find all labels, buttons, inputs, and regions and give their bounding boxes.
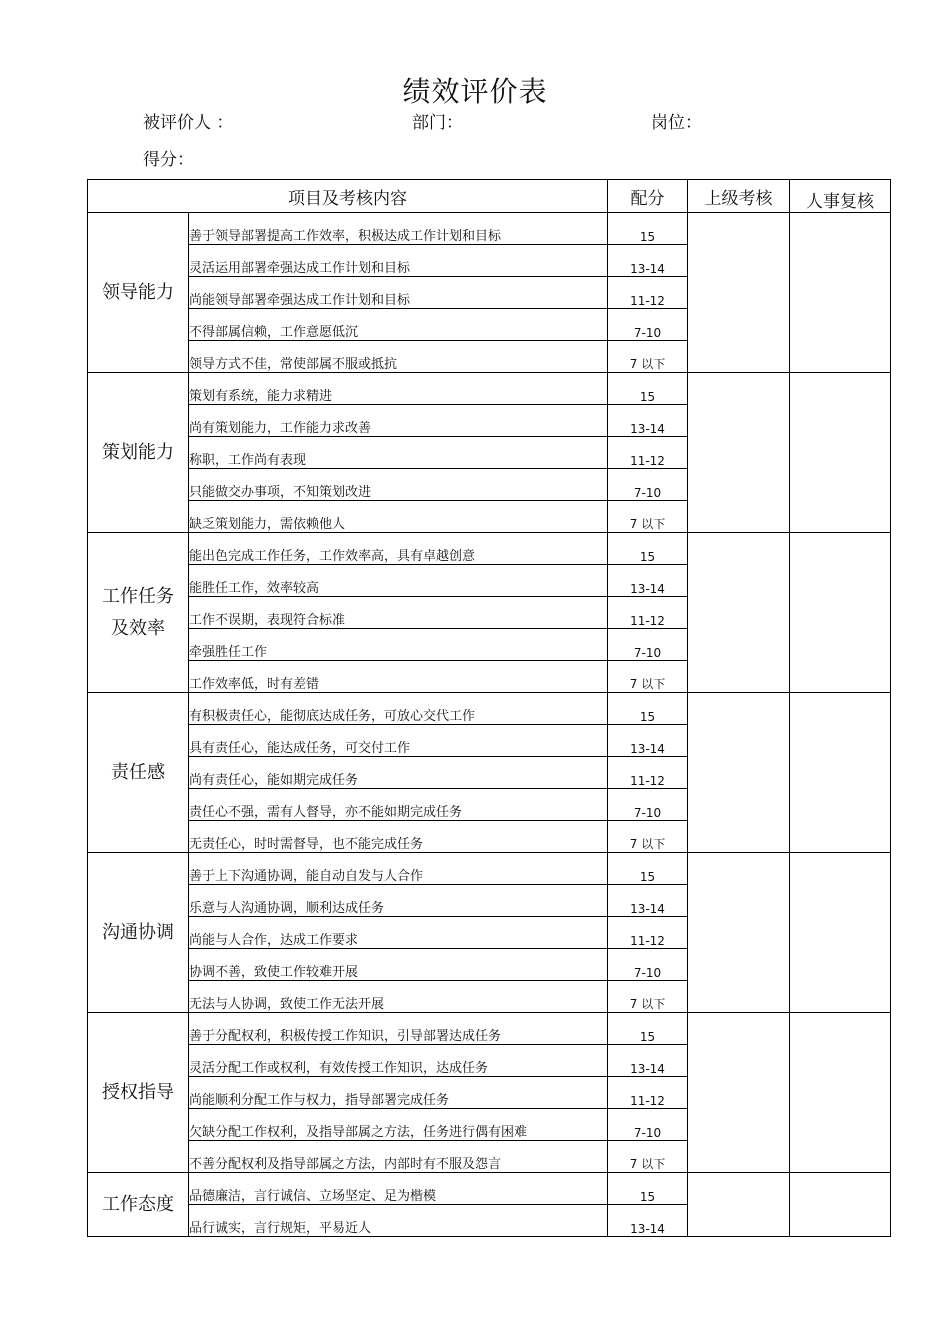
hr-review-cell[interactable] — [790, 533, 891, 693]
score-range: 7 以下 — [608, 501, 688, 533]
criteria-text: 具有责任心，能达成任务，可交付工作 — [189, 725, 608, 757]
score-range: 13-14 — [608, 885, 688, 917]
criteria-text: 缺乏策划能力，需依赖他人 — [189, 501, 608, 533]
score-range: 13-14 — [608, 725, 688, 757]
hr-review-cell[interactable] — [790, 1013, 891, 1173]
criteria-text: 工作效率低，时有差错 — [189, 661, 608, 693]
criteria-text: 乐意与人沟通协调，顺利达成任务 — [189, 885, 608, 917]
criteria-text: 不得部属信赖，工作意愿低沉 — [189, 309, 608, 341]
table-row — [88, 1013, 891, 1045]
category-cell: 策划能力 — [88, 373, 189, 533]
criteria-text: 无责任心，时时需督导，也不能完成任务 — [189, 821, 608, 853]
criteria-text: 领导方式不佳，常使部属不服或抵抗 — [189, 341, 608, 373]
score-range: 15 — [608, 853, 688, 885]
score-range: 7-10 — [608, 629, 688, 661]
criteria-text: 尚能顺利分配工作与权力，指导部署完成任务 — [189, 1077, 608, 1109]
category-cell: 工作态度 — [88, 1173, 189, 1237]
criteria-text: 尚有责任心，能如期完成任务 — [189, 757, 608, 789]
score-label: 得分： — [143, 150, 194, 170]
category-cell: 沟通协调 — [88, 853, 189, 1013]
category-line: 及效率 — [111, 617, 165, 639]
criteria-text: 善于领导部署提高工作效率，积极达成工作计划和目标 — [189, 213, 608, 245]
score-range: 13-14 — [608, 405, 688, 437]
criteria-text: 无法与人协调，致使工作无法开展 — [189, 981, 608, 1013]
score-range: 13-14 — [608, 1045, 688, 1077]
criteria-text: 称职，工作尚有表现 — [189, 437, 608, 469]
criteria-text: 欠缺分配工作权利，及指导部属之方法，任务进行偶有困难 — [189, 1109, 608, 1141]
hr-review-cell[interactable] — [790, 1173, 891, 1237]
criteria-text: 善于上下沟通协调，能自动自发与人合作 — [189, 853, 608, 885]
score-range: 15 — [608, 693, 688, 725]
category-cell — [88, 533, 189, 693]
hr-review-cell[interactable] — [790, 213, 891, 373]
criteria-text: 尚能与人合作，达成工作要求 — [189, 917, 608, 949]
score-range: 15 — [608, 533, 688, 565]
criteria-text: 协调不善，致使工作较难开展 — [189, 949, 608, 981]
criteria-text: 能胜任工作，效率较高 — [189, 565, 608, 597]
criteria-text: 尚有策划能力，工作能力求改善 — [189, 405, 608, 437]
score-range: 7-10 — [608, 949, 688, 981]
score-range: 13-14 — [608, 245, 688, 277]
table-row — [88, 213, 891, 245]
hr-review-cell[interactable] — [790, 693, 891, 853]
score-range: 11-12 — [608, 917, 688, 949]
department-label: 部门： — [412, 113, 463, 133]
criteria-text: 有积极责任心，能彻底达成任务，可放心交代工作 — [189, 693, 608, 725]
score-range: 7-10 — [608, 469, 688, 501]
criteria-text: 灵活运用部署牵强达成工作计划和目标 — [189, 245, 608, 277]
criteria-text: 策划有系统，能力求精进 — [189, 373, 608, 405]
supervisor-review-cell[interactable] — [688, 1013, 790, 1173]
criteria-text: 尚能领导部署牵强达成工作计划和目标 — [189, 277, 608, 309]
score-range: 13-14 — [608, 1205, 688, 1237]
criteria-text: 责任心不强，需有人督导，亦不能如期完成任务 — [189, 789, 608, 821]
table-row — [88, 373, 891, 405]
score-range: 7 以下 — [608, 661, 688, 693]
table-row — [88, 533, 891, 565]
page-title: 绩效评价表 — [402, 75, 548, 108]
criteria-text: 品德廉洁，言行诚信、立场坚定、足为楷模 — [189, 1173, 608, 1205]
evaluatee-label: 被评价人 ： — [143, 113, 234, 133]
score-range: 7 以下 — [608, 1141, 688, 1173]
score-range: 7 以下 — [608, 341, 688, 373]
hr-review-cell[interactable] — [790, 373, 891, 533]
score-range: 15 — [608, 1173, 688, 1205]
score-range: 11-12 — [608, 1077, 688, 1109]
score-range: 15 — [608, 1013, 688, 1045]
score-range: 7-10 — [608, 309, 688, 341]
score-range: 7-10 — [608, 1109, 688, 1141]
score-range: 7-10 — [608, 789, 688, 821]
criteria-text: 不善分配权利及指导部属之方法，内部时有不服及怨言 — [189, 1141, 608, 1173]
category-cell: 授权指导 — [88, 1013, 189, 1173]
category-line: 工作任务 — [102, 585, 174, 607]
category-cell: 责任感 — [88, 693, 189, 853]
criteria-text: 品行诚实，言行规矩，平易近人 — [189, 1205, 608, 1237]
criteria-text: 善于分配权利，积极传授工作知识，引导部署达成任务 — [189, 1013, 608, 1045]
table-row — [88, 1173, 891, 1205]
supervisor-review-cell[interactable] — [688, 533, 790, 693]
criteria-text: 能出色完成工作任务，工作效率高，具有卓越创意 — [189, 533, 608, 565]
score-range: 11-12 — [608, 757, 688, 789]
column-header-hr: 人事复核 — [790, 180, 891, 213]
hr-review-cell[interactable] — [790, 853, 891, 1013]
criteria-text: 工作不误期，表现符合标准 — [189, 597, 608, 629]
supervisor-review-cell[interactable] — [688, 1173, 790, 1237]
score-range: 11-12 — [608, 597, 688, 629]
table-body — [88, 213, 891, 1237]
supervisor-review-cell[interactable] — [688, 213, 790, 373]
criteria-text: 牵强胜任工作 — [189, 629, 608, 661]
score-range: 7 以下 — [608, 821, 688, 853]
score-range: 15 — [608, 213, 688, 245]
score-range: 15 — [608, 373, 688, 405]
score-range: 7 以下 — [608, 981, 688, 1013]
criteria-text: 灵活分配工作或权利，有效传授工作知识，达成任务 — [189, 1045, 608, 1077]
table-row — [88, 853, 891, 885]
score-range: 11-12 — [608, 277, 688, 309]
supervisor-review-cell[interactable] — [688, 853, 790, 1013]
column-header-supervisor: 上级考核 — [688, 180, 790, 213]
column-header-points: 配分 — [608, 180, 688, 213]
category-cell: 领导能力 — [88, 213, 189, 373]
column-header-item: 项目及考核内容 — [88, 180, 608, 213]
supervisor-review-cell[interactable] — [688, 693, 790, 853]
score-range: 13-14 — [608, 565, 688, 597]
table-row — [88, 693, 891, 725]
position-label: 岗位： — [651, 113, 702, 133]
criteria-text: 只能做交办事项，不知策划改进 — [189, 469, 608, 501]
evaluation-table — [87, 179, 891, 1237]
score-range: 11-12 — [608, 437, 688, 469]
supervisor-review-cell[interactable] — [688, 373, 790, 533]
table-header-row — [88, 180, 891, 213]
